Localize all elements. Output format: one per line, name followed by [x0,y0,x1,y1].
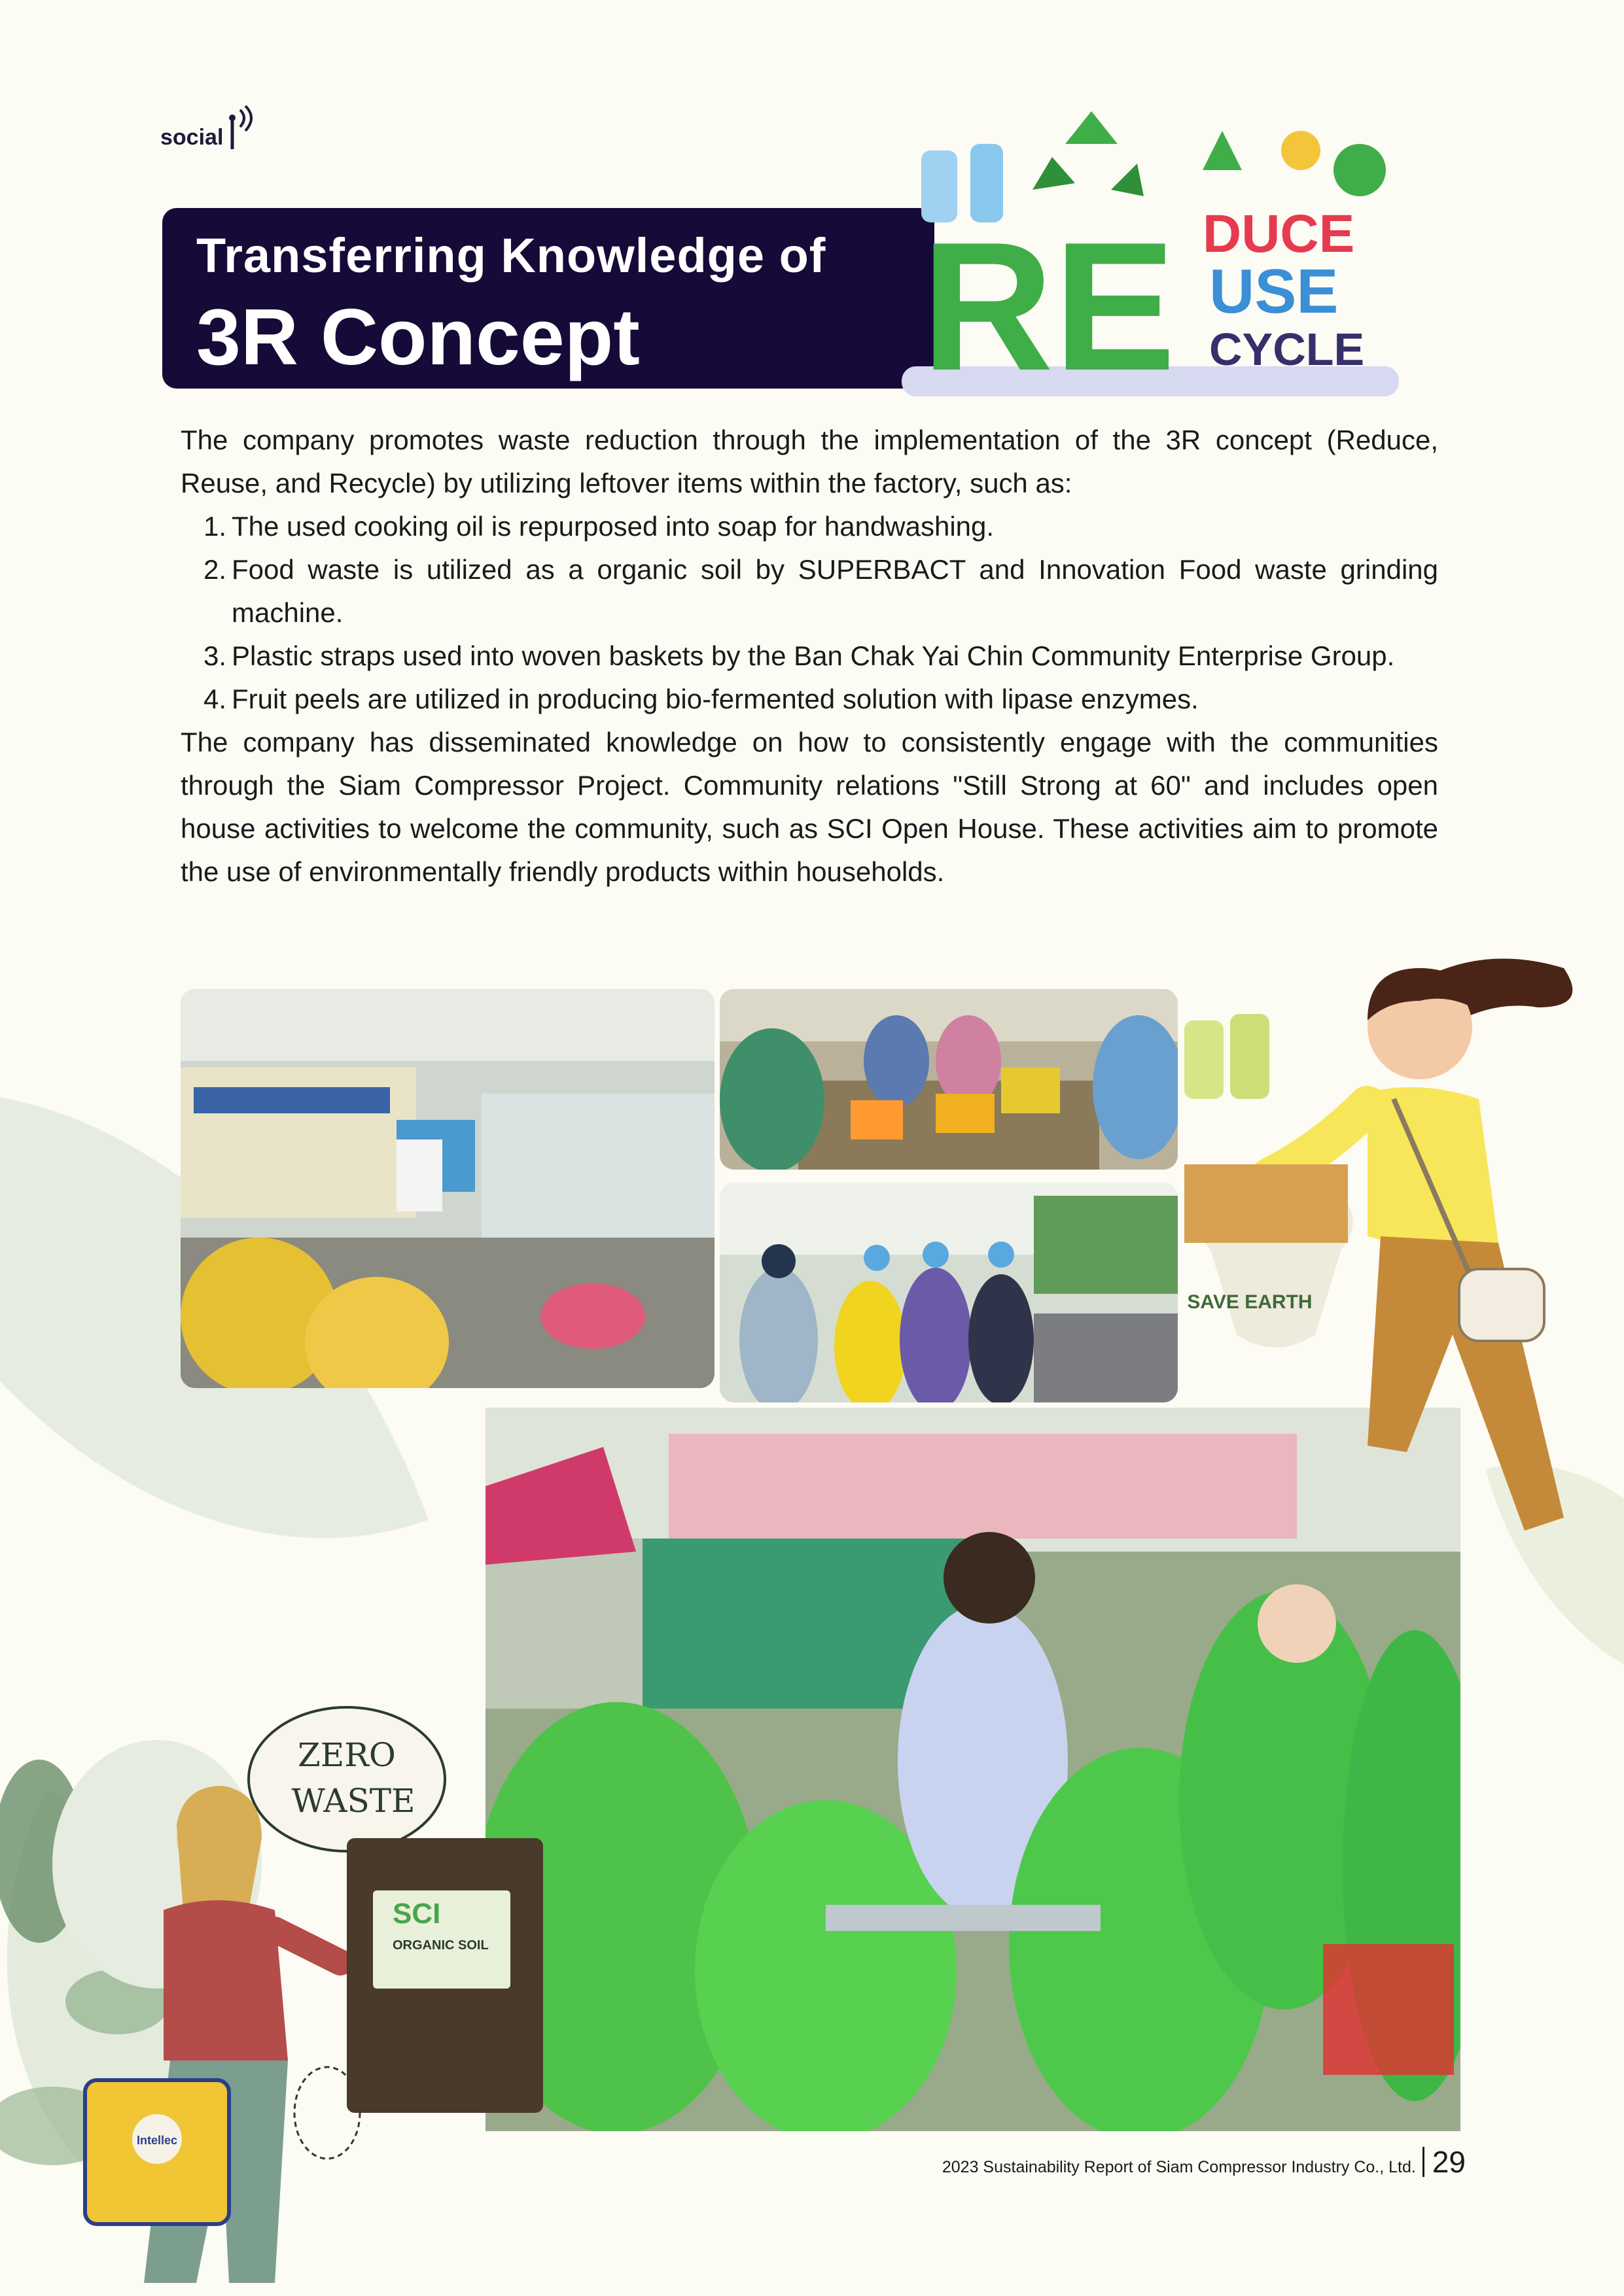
photo-basket-weaving [720,989,1178,1170]
list-item [181,505,1438,548]
reduce-reuse-recycle-logo [902,105,1399,406]
item-list [181,505,1438,721]
waste-label: WASTE [291,1782,415,1820]
page-footer [864,2138,1466,2177]
woman-with-bag-illustration [1171,929,1624,1681]
soil-bag-brand: SCI [393,1898,441,1930]
closing-paragraph: The company has disseminated knowledge on how to consistently engage with the communities through the Siam Compressor Project. Community relations "Still Strong at 60" and includes open house activities to welcome the community, such as SCI Open House. These activities aim to promote the use of environmentally friendly products within households. [181,727,1438,887]
list-item [181,635,1438,678]
title-banner [162,208,934,389]
list-item-number: 1. [203,511,226,542]
list-item-number: 3. [203,640,226,671]
list-item [181,678,1438,721]
save-earth-label: SAVE EARTH [1187,1291,1313,1313]
list-item-text: Fruit peels are utilized in producing bio-fermented solution with lipase enzymes. [232,684,1199,714]
photo-community-classroom [181,989,715,1388]
logo-cycle-text: CYCLE [1209,324,1365,375]
intro-paragraph: The company promotes waste reduction through the implementation of the 3R concept (Reduce, Reuse, and Recycle) by utilizing leftover items within the factory, such as: [181,425,1438,498]
list-item-text: Plastic straps used into woven baskets by the Ban Chak Yai Chin Community Enterprise Group. [232,640,1395,671]
list-item-text: Food waste is utilized as a organic soil by SUPERBACT and Innovation Food waste grinding machine. [232,554,1438,628]
photo-factory-visit [720,1183,1178,1402]
list-item-number: 2. [203,554,226,585]
list-item [181,548,1438,635]
zero-waste-illustration [0,1694,563,2296]
list-item-text: The used cooking oil is repurposed into soap for handwashing. [232,511,995,542]
body-text [181,419,1438,894]
footer-report-title: 2023 Sustainability Report of Siam Compressor Industry Co., Ltd. [942,2158,1416,2176]
list-item-number: 4. [203,684,226,714]
section-tag-label: social [160,125,224,150]
footer-divider [1422,2147,1424,2177]
broadcast-icon [227,105,258,150]
soil-bag-label: ORGANIC SOIL [393,1938,489,1953]
zero-label: ZERO [298,1736,396,1774]
logo-use-text: USE [1209,256,1339,326]
logo-duce-text: DUCE [1203,204,1355,264]
page-number: 29 [1432,2145,1466,2179]
basket-label: Intellec [136,2134,178,2147]
logo-re-text: RE [921,205,1176,406]
page-subtitle: Transferring Knowledge of [196,228,826,283]
page-title: 3R Concept [196,292,640,381]
section-tag [160,105,258,150]
